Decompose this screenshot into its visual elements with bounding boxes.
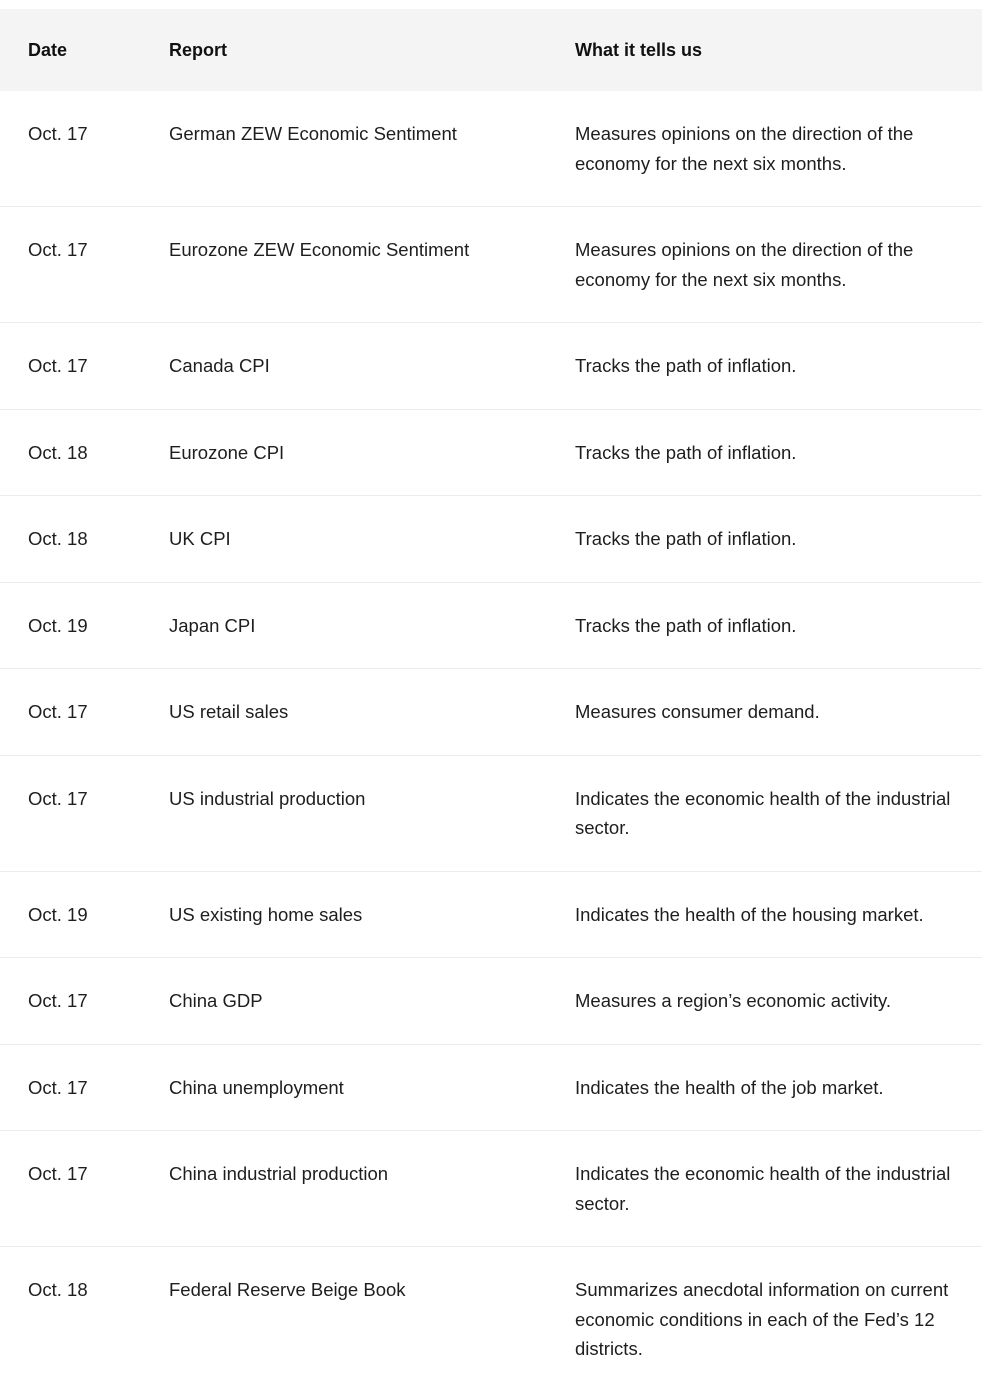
table-row xyxy=(0,958,982,1045)
cell-report: Japan CPI xyxy=(169,614,256,636)
column-header-report: Report xyxy=(169,40,227,60)
table-header-row xyxy=(0,9,982,91)
cell-date: Oct. 17 xyxy=(28,787,88,809)
cell-description: Tracks the path of inflation. xyxy=(575,441,797,463)
cell-date: Oct. 17 xyxy=(28,1163,88,1184)
cell-description: Measures opinions on the direction of the economy for the next six months. xyxy=(575,239,914,290)
cell-report: Federal Reserve Beige Book xyxy=(169,1279,406,1300)
table-row xyxy=(0,1247,982,1392)
table-row xyxy=(0,496,982,583)
cell-report: China GDP xyxy=(169,990,263,1011)
cell-report: Eurozone CPI xyxy=(169,441,285,463)
cell-date: Oct. 17 xyxy=(28,355,88,376)
table-row xyxy=(0,409,982,496)
cell-description: Indicates the economic health of the industrial sector. xyxy=(575,787,951,838)
cell-report: German ZEW Economic Sentiment xyxy=(169,123,457,144)
table-body xyxy=(0,91,982,1392)
cell-description: Indicates the health of the housing market. xyxy=(575,903,924,925)
cell-description: Measures a region’s economic activity. xyxy=(575,990,892,1011)
table-header xyxy=(0,9,982,91)
cell-report: Eurozone ZEW Economic Sentiment xyxy=(169,239,470,260)
cell-description: Measures opinions on the direction of the economy for the next six months. xyxy=(575,123,914,174)
cell-report: China industrial production xyxy=(169,1163,389,1184)
cell-date: Oct. 17 xyxy=(28,990,88,1011)
table-row xyxy=(0,871,982,958)
cell-date: Oct. 17 xyxy=(28,123,88,144)
cell-description: Tracks the path of inflation. xyxy=(575,614,797,636)
cell-report: US retail sales xyxy=(169,701,289,722)
cell-date: Oct. 18 xyxy=(28,441,88,463)
cell-report: China unemployment xyxy=(169,1076,344,1098)
cell-date: Oct. 17 xyxy=(28,701,88,722)
cell-date: Oct. 19 xyxy=(28,614,88,636)
table-row xyxy=(0,91,982,207)
economic-calendar-table-wrapper xyxy=(0,9,982,1392)
table-row xyxy=(0,669,982,756)
cell-description: Indicates the economic health of the industrial sector. xyxy=(575,1163,951,1214)
cell-date: Oct. 17 xyxy=(28,1076,88,1098)
table-row xyxy=(0,323,982,410)
cell-report: US existing home sales xyxy=(169,903,363,925)
table-row xyxy=(0,1131,982,1247)
economic-calendar-table xyxy=(0,9,982,1392)
cell-report: UK CPI xyxy=(169,528,231,549)
cell-description: Summarizes anecdotal information on current economic conditions in each of the Fed’s 12 districts. xyxy=(575,1279,949,1359)
table-row xyxy=(0,1044,982,1131)
cell-date: Oct. 18 xyxy=(28,528,88,549)
cell-description: Indicates the health of the job market. xyxy=(575,1076,884,1098)
cell-description: Measures consumer demand. xyxy=(575,701,820,722)
table-row xyxy=(0,755,982,871)
cell-date: Oct. 19 xyxy=(28,903,88,925)
table-row xyxy=(0,207,982,323)
cell-description: Tracks the path of inflation. xyxy=(575,355,797,376)
cell-report: Canada CPI xyxy=(169,355,270,376)
table-row xyxy=(0,582,982,669)
cell-date: Oct. 17 xyxy=(28,239,88,260)
cell-report: US industrial production xyxy=(169,787,366,809)
column-header-what-it-tells-us: What it tells us xyxy=(575,40,703,60)
cell-date: Oct. 18 xyxy=(28,1279,88,1300)
cell-description: Tracks the path of inflation. xyxy=(575,528,797,549)
column-header-date: Date xyxy=(28,40,68,60)
